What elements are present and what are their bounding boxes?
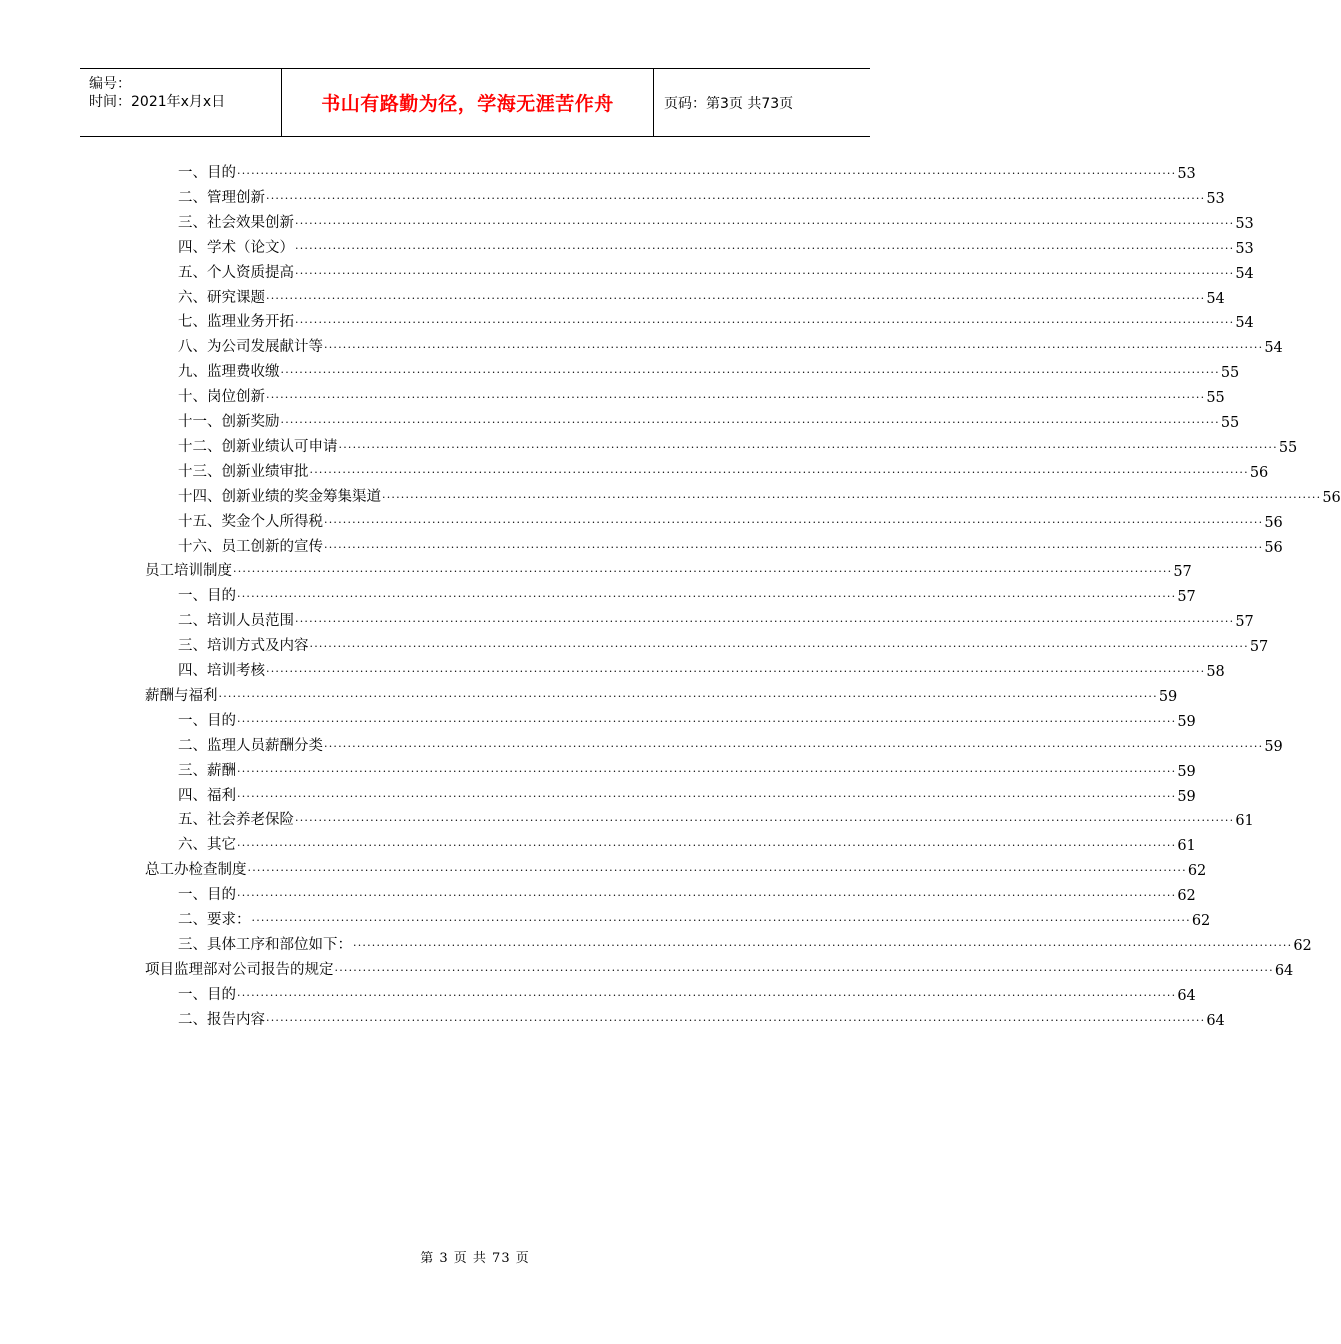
toc-entry-title: 七、监理业务开拓	[178, 314, 294, 331]
toc-dot-leader: ········································································································································································································	[353, 938, 1293, 952]
toc-entry-page: 54	[1206, 290, 1225, 307]
toc-dot-leader: ········································································································································································································	[237, 789, 1177, 803]
toc-entry-page: 64	[1206, 1012, 1225, 1029]
toc-dot-leader: ········································································································································································································	[266, 391, 1206, 405]
toc-dot-leader: ········································································································································································································	[237, 764, 1177, 778]
toc-entry-title: 三、培训方式及内容	[178, 638, 309, 655]
toc-entry-page: 57	[1249, 639, 1269, 656]
document-date-label: 时间：2021年x月x日	[89, 94, 226, 110]
toc-entry-title: 一、目的	[178, 165, 236, 181]
toc-entry-page: 59	[1177, 713, 1196, 730]
toc-entry-page: 62	[1187, 863, 1207, 880]
toc-entry[interactable]	[178, 382, 1225, 407]
toc-entry-title: 五、社会养老保险	[178, 812, 294, 829]
toc-entry-title: 一、目的	[178, 887, 236, 904]
toc-entry-title: 二、培训人员范围	[178, 613, 294, 630]
toc-entry[interactable]	[178, 283, 1225, 307]
toc-entry-title: 四、培训考核	[178, 663, 265, 679]
header-motto-cell	[282, 69, 654, 136]
toc-entry-page: 53	[1206, 190, 1225, 207]
toc-entry-page: 59	[1158, 688, 1178, 705]
toc-entry-title: 薪酬与福利	[145, 687, 218, 704]
toc-entry-page: 56	[1322, 489, 1341, 506]
toc-entry-page: 62	[1177, 888, 1196, 905]
header-left-cell	[80, 69, 282, 136]
toc-entry-title: 六、其它	[178, 837, 236, 854]
toc-entry-title: 十五、奖金个人所得税	[178, 513, 323, 530]
toc-entry-page: 62	[1191, 913, 1211, 929]
toc-dot-leader: ········································································································································································································	[266, 665, 1206, 678]
toc-entry-page: 57	[1173, 564, 1192, 581]
toc-dot-leader: ········································································································································································································	[295, 216, 1235, 230]
toc-dot-leader: ········································································································································································································	[266, 191, 1206, 205]
toc-entry[interactable]	[178, 781, 1196, 805]
toc-entry-title: 八、为公司发展献计等	[178, 339, 323, 356]
toc-dot-leader: ········································································································································································································	[295, 615, 1235, 629]
toc-entry-page: 61	[1177, 838, 1196, 855]
toc-entry-page: 53	[1177, 166, 1196, 182]
toc-dot-leader: ········································································································································································································	[382, 490, 1322, 504]
document-number-label: 编号：	[89, 76, 131, 92]
toc-entry-page: 57	[1235, 614, 1254, 631]
toc-entry[interactable]	[178, 258, 1254, 282]
toc-entry[interactable]	[178, 183, 1225, 207]
toc-dot-leader: ········································································································································································································	[280, 416, 1220, 429]
toc-dot-leader: ········································································································································································································	[334, 963, 1274, 977]
toc-dot-leader: ········································································································································································································	[324, 341, 1264, 355]
toc-entry-page: 54	[1235, 265, 1254, 282]
toc-entry-page: 64	[1274, 962, 1294, 979]
toc-dot-leader: ········································································································································································································	[237, 167, 1177, 180]
toc-entry-title: 二、监理人员薪酬分类	[178, 737, 323, 754]
toc-dot-leader: ········································································································································································································	[295, 241, 1235, 255]
toc-dot-leader: ········································································································································································································	[251, 914, 1191, 927]
toc-entry-page: 59	[1264, 738, 1283, 755]
toc-entry[interactable]	[145, 955, 1294, 979]
toc-entry[interactable]	[178, 507, 1283, 531]
toc-entry-page: 54	[1264, 340, 1283, 357]
toc-dot-leader: ········································································································································································································	[324, 540, 1264, 554]
toc-dot-leader: ········································································································································································································	[266, 1013, 1206, 1027]
toc-dot-leader: ········································································································································································································	[237, 839, 1177, 853]
toc-entry-title: 二、报告内容	[178, 1011, 265, 1028]
toc-entry-page: 54	[1235, 315, 1254, 332]
toc-dot-leader: ········································································································································································································	[324, 515, 1264, 529]
toc-entry[interactable]	[178, 407, 1240, 431]
toc-entry[interactable]	[178, 233, 1254, 257]
toc-entry-page: 57	[1177, 589, 1196, 606]
toc-entry-title: 四、福利	[178, 787, 236, 804]
toc-entry-title: 十、岗位创新	[178, 389, 265, 406]
toc-entry[interactable]	[178, 706, 1196, 730]
toc-entry-page: 55	[1278, 439, 1298, 456]
toc-entry-title: 二、要求：	[178, 912, 251, 928]
toc-entry[interactable]	[178, 980, 1196, 1004]
toc-entry-page: 56	[1249, 464, 1269, 481]
toc-dot-leader: ········································································································································································································	[295, 814, 1235, 828]
toc-entry-page: 53	[1235, 240, 1254, 257]
toc-entry-title: 六、研究课题	[178, 289, 265, 306]
toc-entry-page: 62	[1293, 937, 1312, 954]
page-header	[80, 68, 870, 137]
toc-entry-title: 项目监理部对公司报告的规定	[145, 961, 334, 978]
toc-entry-title: 三、具体工序和部位如下：	[178, 936, 352, 953]
toc-entry[interactable]	[178, 208, 1254, 232]
toc-entry-title: 九、监理费收缴	[178, 364, 280, 381]
toc-dot-leader: ········································································································································································································	[233, 565, 1173, 579]
toc-entry-title: 员工培训制度	[145, 563, 232, 580]
page-footer: 第 3 页 共 73 页	[420, 1251, 530, 1266]
toc-dot-leader: ········································································································································································································	[280, 366, 1220, 380]
toc-entry[interactable]	[178, 830, 1196, 855]
toc-entry-title: 十一、创新奖励	[178, 414, 280, 430]
toc-entry[interactable]	[178, 482, 1341, 506]
toc-dot-leader: ········································································································································································································	[237, 889, 1177, 903]
toc-entry[interactable]	[178, 731, 1283, 755]
toc-entry[interactable]	[178, 631, 1269, 656]
toc-dot-leader: ········································································································································································································	[237, 988, 1177, 1002]
toc-entry-title: 四、学术（论文）	[178, 239, 294, 256]
toc-dot-leader: ········································································································································································································	[266, 291, 1206, 305]
toc-entry-page: 56	[1264, 539, 1283, 556]
toc-entry-title: 一、目的	[178, 588, 236, 605]
toc-entry[interactable]	[178, 880, 1196, 905]
toc-entry[interactable]	[178, 656, 1225, 680]
toc-entry-title: 五、个人资质提高	[178, 264, 294, 281]
toc-entry[interactable]	[178, 307, 1254, 332]
toc-entry[interactable]	[178, 332, 1283, 357]
toc-entry[interactable]	[178, 1005, 1225, 1029]
toc-entry-page: 55	[1220, 415, 1240, 431]
toc-entry[interactable]	[178, 606, 1254, 631]
toc-dot-leader: ········································································································································································································	[295, 266, 1235, 280]
toc-entry-title: 十四、创新业绩的奖金筹集渠道	[178, 488, 381, 505]
header-motto: 书山有路勤为径，学海无涯苦作舟	[321, 93, 614, 115]
toc-entry-title: 二、管理创新	[178, 189, 265, 206]
toc-entry-page: 59	[1177, 763, 1196, 780]
toc-dot-leader: ········································································································································································································	[309, 465, 1249, 479]
toc-entry[interactable]	[178, 357, 1240, 382]
toc-dot-leader: ········································································································································································································	[247, 864, 1187, 878]
toc-entry-title: 三、薪酬	[178, 762, 236, 779]
toc-entry-title: 十二、创新业绩认可申请	[178, 438, 338, 455]
toc-dot-leader: ········································································································································································································	[295, 316, 1235, 330]
toc-entry-page: 56	[1264, 514, 1283, 531]
toc-entry[interactable]	[145, 556, 1192, 581]
toc-entry-title: 三、社会效果创新	[178, 214, 294, 231]
toc-entry[interactable]	[178, 532, 1283, 556]
toc-dot-leader: ········································································································································································································	[309, 640, 1249, 654]
toc-entry-page: 61	[1235, 813, 1254, 830]
toc-entry-title: 总工办检查制度	[145, 862, 247, 879]
toc-entry[interactable]	[178, 457, 1269, 481]
toc-entry-page: 55	[1206, 390, 1225, 407]
toc-entry-page: 53	[1235, 215, 1254, 232]
header-page-info: 页码：第3页 共73页	[664, 95, 794, 112]
toc-dot-leader: ········································································································································································································	[218, 689, 1158, 703]
toc-dot-leader: ········································································································································································································	[237, 590, 1177, 604]
toc-dot-leader: ········································································································································································································	[237, 714, 1177, 728]
toc-entry[interactable]	[178, 905, 1211, 929]
toc-entry-title: 十三、创新业绩审批	[178, 463, 309, 480]
toc-entry-page: 55	[1220, 365, 1240, 382]
toc-entry[interactable]	[178, 756, 1196, 780]
toc-entry[interactable]	[145, 681, 1178, 705]
toc-entry[interactable]	[178, 432, 1298, 456]
toc-entry[interactable]	[178, 805, 1254, 830]
toc-entry-title: 十六、员工创新的宣传	[178, 538, 323, 555]
toc-entry-page: 64	[1177, 987, 1196, 1004]
toc-entry[interactable]	[178, 158, 1196, 182]
toc-entry[interactable]	[145, 855, 1207, 880]
toc-entry-page: 59	[1177, 788, 1196, 805]
toc-entry-page: 58	[1206, 664, 1225, 680]
toc-dot-leader: ········································································································································································································	[324, 739, 1264, 753]
toc-entry[interactable]	[178, 581, 1196, 606]
toc-entry-title: 一、目的	[178, 712, 236, 729]
toc-entry-title: 一、目的	[178, 986, 236, 1003]
toc-entry[interactable]	[178, 930, 1312, 954]
toc-dot-leader: ········································································································································································································	[338, 440, 1278, 454]
